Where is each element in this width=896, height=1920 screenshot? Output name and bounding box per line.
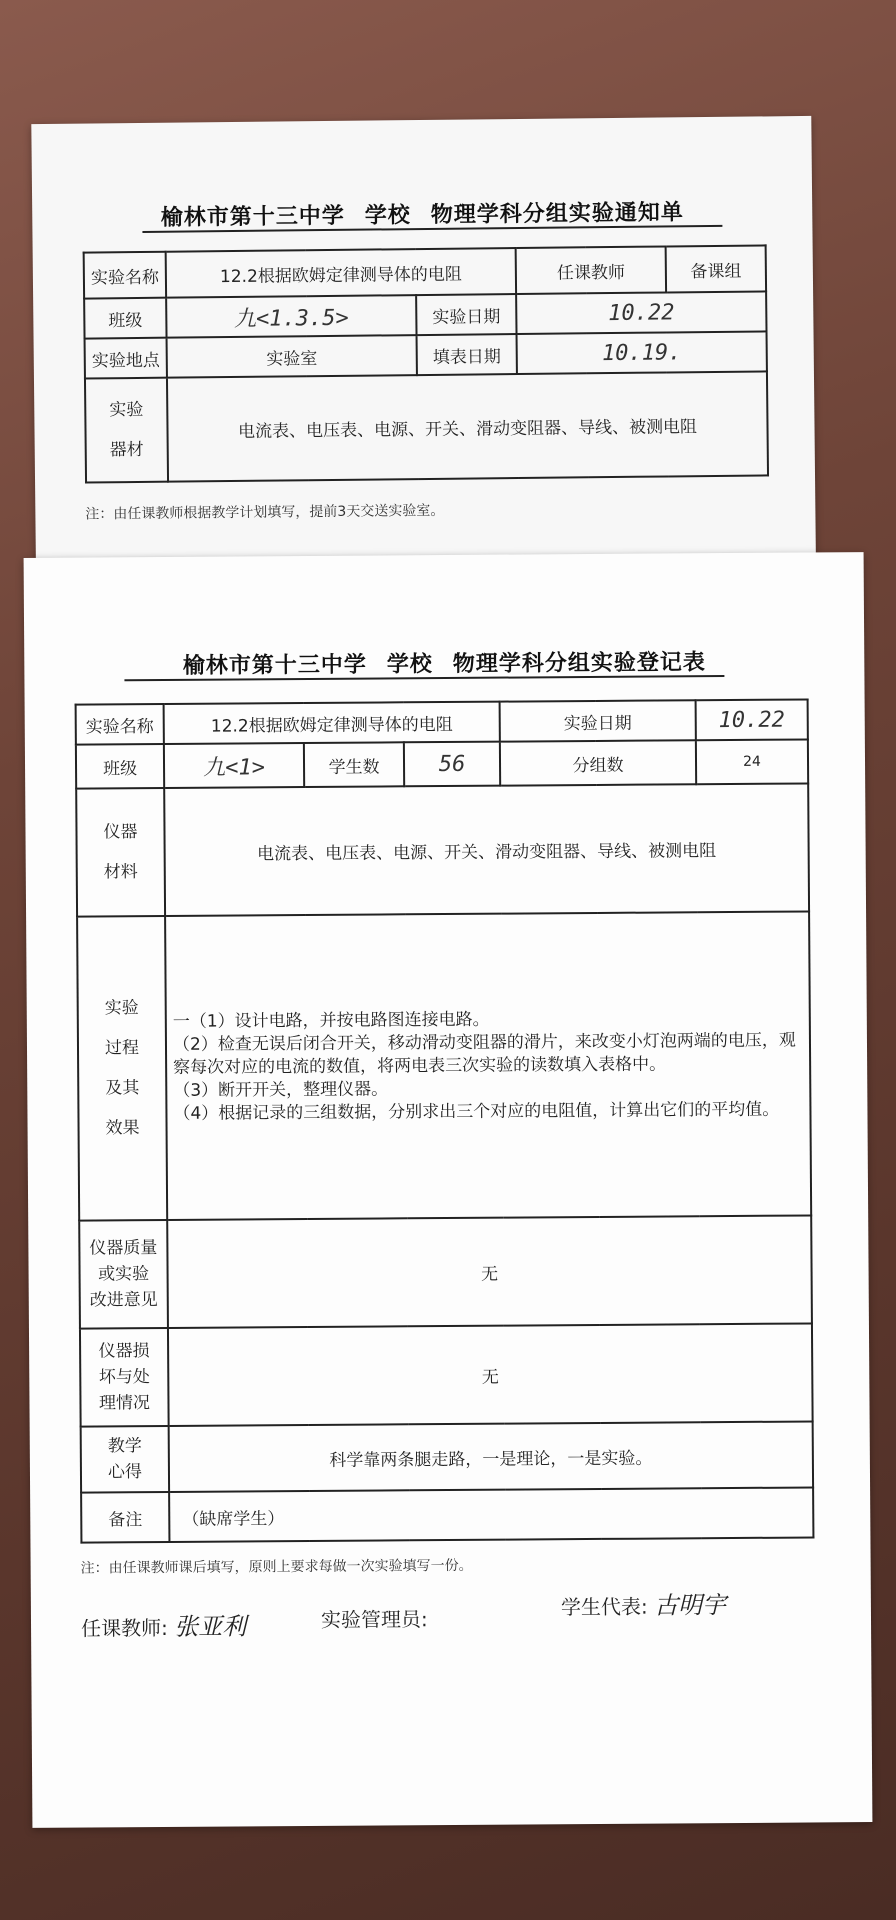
notice-label-experiment-name: 实验名称 [84,252,166,299]
signature-admin [321,1603,428,1633]
notice-title-school: 榆林市第十三中学 [160,203,345,231]
register-process-step-1: 一（1）设计电路，并按电路图连接电路。 [172,1009,490,1032]
notice-location-value: 实验室 [167,335,417,378]
notice-label-equipment [85,378,168,483]
notice-footnote: 注：由任课教师根据教学计划填写，提前3天交送实验室。 [85,502,445,523]
register-label-reflection-2: 心得 [107,1462,143,1483]
register-label-damage [80,1328,169,1427]
signature-teacher [81,1606,246,1642]
register-label-process [77,916,167,1221]
notice-fill-date-value: 10.19. [517,331,767,374]
register-label-process-3: 及其 [105,1078,140,1099]
register-label-instruments-2: 材料 [103,862,138,883]
register-label-reflection-1: 教学 [107,1436,142,1457]
notice-label-prep-group: 备课组 [666,245,766,292]
register-experiment-name: 12.2根据欧姆定律测导体的电阻 [164,702,500,744]
notice-table [83,244,769,483]
register-date-value: 10.22 [696,699,808,740]
notice-experiment-name: 12.2根据欧姆定律测导体的电阻 [166,248,516,298]
register-label-quality [79,1220,168,1329]
register-remarks-value: （缺席学生） [169,1487,813,1541]
register-class-value: 九<1> [164,743,304,788]
register-title-main: 物理学科分组实验登记表 [452,650,706,677]
register-students-value: 56 [404,742,500,787]
register-process-step-2: （2）检查无误后闭合开关，移动滑动变阻器的滑片，来改变小灯泡两端的电压，观察每次对应的电流的数值，将两电表三次实验的读数填入表格中。 [172,1030,796,1078]
register-label-process-1: 实验 [104,998,139,1019]
register-label-damage-2: 坏与处 [98,1367,150,1388]
notice-label-class: 班级 [84,298,166,339]
register-quality-value: 无 [167,1215,812,1327]
register-label-experiment-name: 实验名称 [76,704,164,745]
register-label-groups: 分组数 [500,740,696,785]
register-label-quality-2: 或实验 [98,1264,150,1285]
notice-label-fill-date: 填表日期 [417,334,517,375]
notice-date-value: 10.22 [516,291,766,334]
signature-admin-label: 实验管理员: [320,1607,428,1632]
notice-class-value: 九<1.3.5> [166,295,416,338]
register-label-process-4: 效果 [105,1118,140,1139]
signature-student-label: 学生代表: [560,1594,648,1620]
register-label-quality-1: 仪器质量 [89,1238,158,1259]
register-reflection-value: 科学靠两条腿走路，一是理论，一是实验。 [169,1421,813,1491]
register-damage-value: 无 [168,1323,813,1425]
register-label-remarks: 备注 [81,1492,169,1543]
register-label-instruments-1: 仪器 [103,822,138,843]
notice-equipment-value: 电流表、电压表、电源、开关、滑动变阻器、导线、被测电阻 [167,371,768,481]
signature-student-handwriting: 古明宇 [653,1591,727,1620]
register-label-reflection [81,1426,169,1493]
notice-title-suffix: 学校 [364,203,411,229]
register-label-instruments [76,788,165,917]
register-label-class: 班级 [76,744,164,789]
register-sheet [24,552,873,1828]
register-label-damage-1: 仪器损 [98,1341,150,1362]
register-label-damage-3: 理情况 [98,1393,151,1414]
register-process-step-4: （4）根据记录的三组数据，分别求出三个对应的电阻值，计算出它们的平均值。 [173,1099,780,1124]
register-process-content [165,911,811,1219]
register-instruments-value: 电流表、电压表、电源、开关、滑动变阻器、导线、被测电阻 [164,783,809,915]
register-table [75,698,815,1543]
signature-student [561,1585,726,1621]
register-groups-value: 24 [696,739,808,784]
register-label-process-2: 过程 [104,1038,140,1059]
notice-label-teacher: 任课教师 [516,246,666,294]
notice-label-equipment-1: 实验 [109,399,144,421]
notice-label-equipment-2: 器材 [109,439,144,461]
register-label-quality-3: 改进意见 [89,1290,158,1311]
register-title [24,644,864,681]
register-title-school: 榆林市第十三中学 [182,652,367,679]
signature-teacher-label: 任课教师: [80,1615,168,1641]
notice-label-date: 实验日期 [416,294,516,335]
notice-label-location: 实验地点 [85,338,167,379]
notice-title-main: 物理学科分组实验通知单 [430,200,684,228]
register-process-step-3: （3）断开开关，整理仪器。 [173,1078,389,1101]
register-label-students: 学生数 [304,742,404,787]
register-footnote: 注：由任课教师课后填写，原则上要求每做一次实验填写一份。 [80,1557,473,1577]
register-label-date: 实验日期 [500,700,696,741]
signature-teacher-handwriting: 张亚利 [174,1612,247,1641]
register-title-suffix: 学校 [386,652,433,678]
